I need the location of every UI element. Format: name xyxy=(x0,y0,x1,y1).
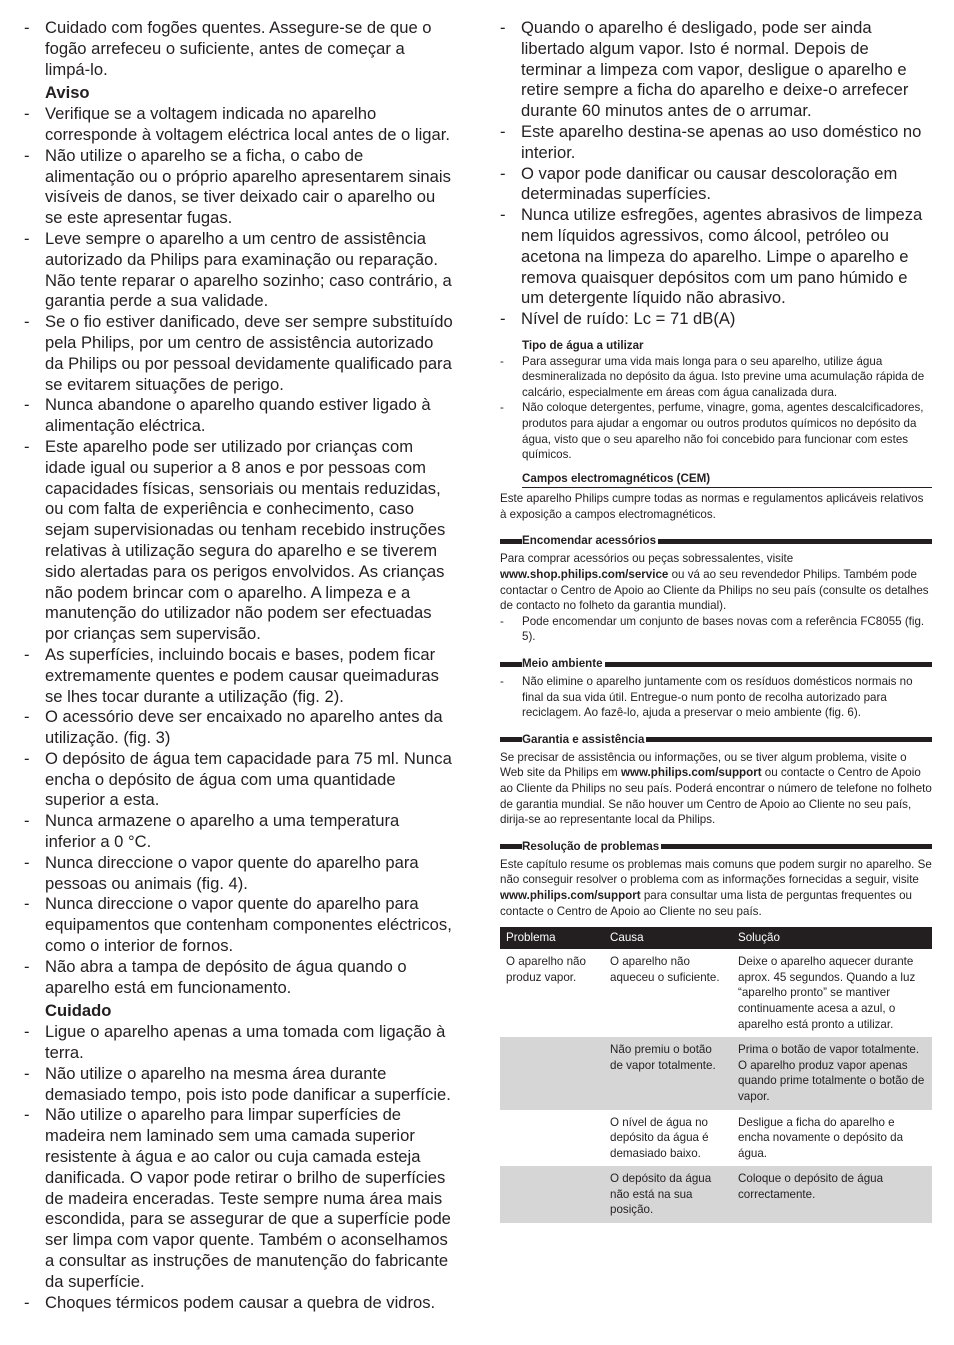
right-column xyxy=(500,18,932,1223)
section-heading-agua: Tipo de água a utilizar xyxy=(522,338,644,352)
section-heading-resolucao: Resolução de problemas xyxy=(500,840,932,854)
list-item: - Leve sempre o aparelho a um centro de assistência autorizado da Philips para examinação ou reparação. Não tente reparar o aparelho sozinho; caso contrário, a garantia perde a sua validade. xyxy=(24,228,452,311)
list-item: - Pode encomendar um conjunto de bases novas com a referência FC8055 (fig. 5). xyxy=(500,614,925,644)
list-item: - Cuidado com fogões quentes. Assegure-se de que o fogão arrefeceu o suficiente, antes de começar a limpá-lo. xyxy=(24,18,432,79)
aviso-list xyxy=(24,104,454,998)
table-cell: O depósito da água não está na sua posição. xyxy=(604,1166,732,1223)
table-cell: Deixe o aparelho aquecer durante aprox. 45 segundos. Quando a luz “aparelho pronto” se mantiver continuamente acesa a azul, o aparelho está pronto a utilizar. xyxy=(738,955,916,1031)
list-item: - Nunca utilize esfregões, agentes abrasivos de limpeza nem líquidos agressivos, como álcool, petróleo ou acetona na limpeza do aparelho. Limpe o aparelho e remova quaisquer depósitos com um pano húmido e um detergente líquido não abrasivo. xyxy=(500,205,923,308)
section-heading-garantia: Garantia e assistência xyxy=(500,733,932,747)
section-heading-cem: Campos electromagnéticos (CEM) xyxy=(522,471,932,489)
header-problema: Problema xyxy=(500,927,604,949)
section-heading-aviso: Aviso xyxy=(45,83,90,103)
table-cell xyxy=(500,1037,604,1109)
list-item: - Nunca direccione o vapor quente do aparelho para equipamentos que contenham componentes eléctricos, como o interior de fornos. xyxy=(24,894,452,956)
table-cell: Prima o botão de vapor totalmente. O aparelho produz vapor apenas quando prime totalmente o botão de vapor. xyxy=(732,1037,932,1109)
header-solucao: Solução xyxy=(732,927,932,949)
list-item: - Não utilize o aparelho para limpar superfícies de madeira nem laminado sem uma camada superior resistente à água e ao calor ou cuja camada esteja danificada. O vapor pode retirar o brilho de superfícies de madeira enceradas. Teste sempre numa área mais escondida, para se assegurar de que a superfície pode ser limpa com vapor quente. Também o aconselhamos a consultar as instruções de manutenção do fabricante da superfície. xyxy=(24,1105,451,1291)
list-item: - Este aparelho pode ser utilizado por crianças com idade igual ou superior a 8 anos e por pessoas com capacidades físicas, sensoriais ou mentais reduzidas, ou com falta de experiência e conhecimento, caso sejam supervisionadas ou tenham recebido instruções relativas à utilização segura do aparelho e se tiverem sido alertadas para os perigos envolvidos. As crianças não podem brincar com o aparelho. A limpeza e a manutenção do utilizador não podem ser efectuadas por crianças sem supervisão. xyxy=(24,436,446,644)
table-row xyxy=(500,949,932,1037)
list-item: - Nunca abandone o aparelho quando estiver ligado à alimentação eléctrica. xyxy=(24,395,431,436)
cem-text: Este aparelho Philips cumpre todas as normas e regulamentos aplicáveis relativos à exposição a campos electromagnéticos. xyxy=(500,492,924,521)
list-item: - Verifique se a voltagem indicada no aparelho corresponde à voltagem eléctrica local antes de o ligar. xyxy=(24,104,450,144)
agua-list xyxy=(500,354,932,463)
continued-list xyxy=(500,18,932,330)
table-row xyxy=(500,1037,932,1109)
list-item: - Ligue o aparelho apenas a uma tomada com ligação à terra. xyxy=(24,1022,446,1063)
acessorios-text: Para comprar acessórios ou peças sobressalentes, visite www.shop.philips.com/service ou vá ao seu revendedor Philips. Também pode contactar o Centro de Apoio ao Cliente da Philips no seu país (consulte os detalhes de contacto no folheto da garantia mundial). xyxy=(500,552,929,613)
table-cell: O aparelho não aqueceu o suficiente. xyxy=(610,955,720,984)
resolucao-text: Este capítulo resume os problemas mais comuns que podem surgir no aparelho. Se não conseguir resolver o problema com as informações fornecidas a seguir, visite www.philips.com/support para consultar uma lista de perguntas frequentes ou contacte o Centro de Apoio ao Cliente no seu país. xyxy=(500,857,932,918)
table-cell xyxy=(500,1110,604,1167)
list-item: - Se o fio estiver danificado, deve ser sempre substituído pela Philips, por um centro de assistência autorizado da Philips ou por pessoal devidamente qualificado para se evitarem situações de perigo. xyxy=(24,312,453,394)
list-item: - Para assegurar uma vida mais longa para o seu aparelho, utilize água desmineralizada no depósito da água. Isto previne uma acumulação rápida de calcário, especialmente em áreas com água canalizada dura. xyxy=(500,354,925,399)
list-item: - Nível de ruído: Lc = 71 dB(A) xyxy=(500,309,736,329)
support-link[interactable]: www.philips.com/support xyxy=(620,766,762,780)
list-item: - Nunca armazene o aparelho a uma temperatura inferior a 0 °C. xyxy=(24,811,400,852)
list-item: - Não utilize o aparelho se a ficha, o cabo de alimentação ou o próprio aparelho apresentarem sinais visíveis de danos, se tiver deixado cair o aparelho ou se este apresentar fugas. xyxy=(24,145,451,228)
list-item: - Não elimine o aparelho juntamente com os resíduos domésticos normais no final da sua vida útil. Entregue-o num ponto de recolha autorizado para reciclagem. Ao fazê-lo, ajuda a preservar o meio ambiente (fig. 6). xyxy=(500,675,913,720)
list-item: - Choques térmicos podem causar a quebra de vidros. xyxy=(24,1292,436,1312)
table-row xyxy=(500,1110,932,1167)
table-cell xyxy=(500,1166,604,1223)
section-heading-cuidado: Cuidado xyxy=(45,1001,112,1021)
cuidado-list xyxy=(24,1022,454,1313)
list-item: - Não coloque detergentes, perfume, vinagre, goma, agentes descalcificadores, produtos para ajudar a engomar ou outros produtos químicos no depósito da água, visto que o seu aparelho não foi concebido para funcionar com estes químicos. xyxy=(500,401,924,462)
list-item: - O acessório deve ser encaixado no aparelho antes da utilização. (fig. 3) xyxy=(24,707,443,748)
table-cell: Não premiu o botão de vapor totalmente. xyxy=(604,1037,732,1109)
table-cell: Desligue a ficha do aparelho e encha novamente o depósito da água. xyxy=(738,1115,904,1160)
header-causa: Causa xyxy=(604,927,732,949)
support-link[interactable]: www.philips.com/support xyxy=(500,888,641,902)
list-item: - Não abra a tampa de depósito de água quando o aparelho está em funcionamento. xyxy=(24,956,407,997)
list-item: - As superfícies, incluindo bocais e bases, podem ficar extremamente quentes e podem causar queimaduras se lhes tocar durante a utilização (fig. 2). xyxy=(24,644,439,706)
troubleshooting-table xyxy=(500,927,932,1223)
list-item: - Não utilize o aparelho na mesma área durante demasiado tempo, pois isto pode danificar a superfície. xyxy=(24,1063,451,1104)
list-item: - Nunca direccione o vapor quente do aparelho para pessoas ou animais (fig. 4). xyxy=(24,852,419,893)
table-cell: O nível de água no depósito da água é demasiado baixo. xyxy=(610,1115,709,1160)
list-item: - Quando o aparelho é desligado, pode ser ainda libertado algum vapor. Isto é normal. Depois de terminar a limpeza com vapor, desligue o aparelho e retire sempre a ficha do aparelho e deixe-o arrefecer durante 60 minutos antes de o arrumar. xyxy=(500,18,909,121)
list-item: - O depósito de água tem capacidade para 75 ml. Nunca encha o depósito de água com uma quantidade superior a esta. xyxy=(24,748,452,810)
garantia-text: Se precisar de assistência ou informações, ou se tiver algum problema, visite o Web site da Philips em www.philips.com/support ou contacte o Centro de Apoio ao Cliente da Philips no seu país. Poderá encontrar o número de telefone no folheto de garantia mundial. Se não houver um Centro de Apoio ao Cliente no seu país, dirija-se ao representante local da Philips. xyxy=(500,750,932,827)
table-cell: O aparelho não produz vapor. xyxy=(506,955,586,984)
table-header-row xyxy=(500,927,932,949)
section-heading-acessorios: Encomendar acessórios xyxy=(500,534,932,548)
shop-link[interactable]: www.shop.philips.com/service xyxy=(500,568,669,582)
table-cell: Coloque o depósito de água correctamente. xyxy=(732,1166,932,1223)
list-item: - O vapor pode danificar ou causar descoloração em determinadas superfícies. xyxy=(500,163,898,204)
section-heading-meio-ambiente: Meio ambiente xyxy=(500,657,932,671)
list-item: - Este aparelho destina-se apenas ao uso doméstico no interior. xyxy=(500,121,922,162)
table-row xyxy=(500,1166,932,1223)
left-column xyxy=(24,18,454,1313)
